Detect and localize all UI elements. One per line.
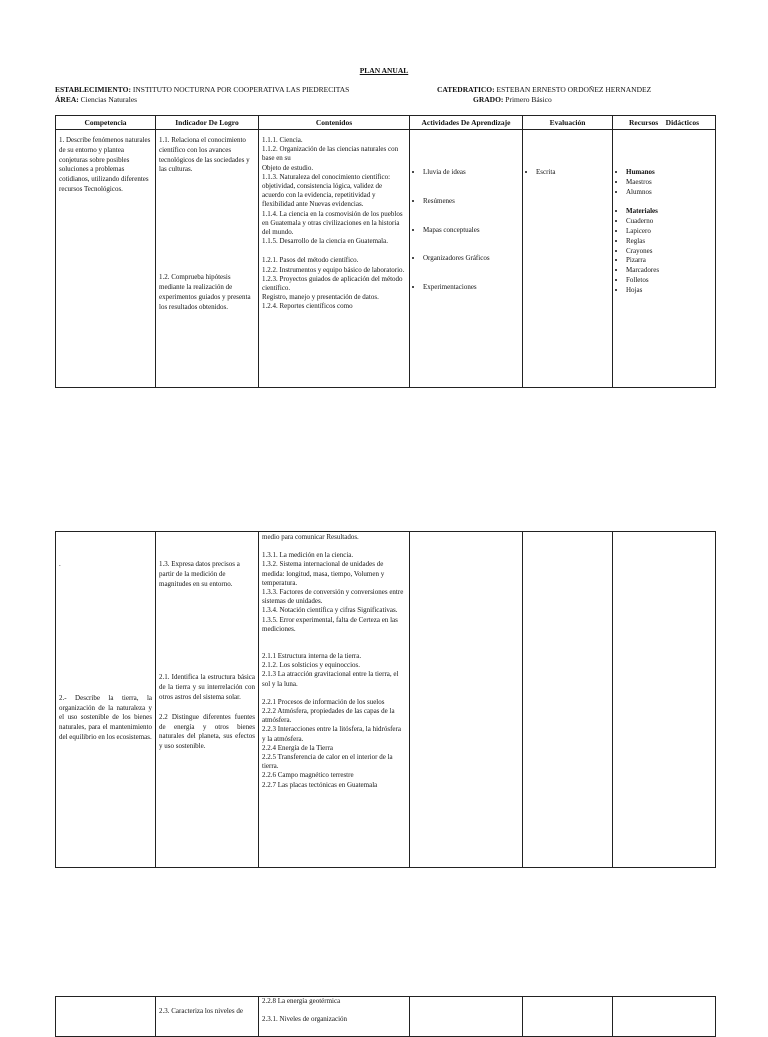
grado-value: Primero Básico: [505, 95, 552, 104]
plan-table-3: [55, 996, 716, 1037]
competencia-cell: [56, 997, 156, 1037]
contenido-item: 2.1.3 La atracción gravitacional entre la tierra, el sol y la luna.: [262, 670, 399, 688]
contenido-item: 2.1.1 Estructura interna de la tierra.: [262, 652, 362, 661]
contenido-item: 1.1.2. Organización de las ciencias naturales con base en su: [262, 145, 399, 163]
recursos-cell: [613, 532, 716, 868]
contenido-item: 1.2.4. Reportes científicos como: [262, 302, 353, 311]
evaluacion-cell: [523, 130, 613, 388]
competencia-text: 2.- Describe la tierra, la organización de la naturaleza y el uso sostenible de los bienes naturales, para el mantenimiento del equilibrio en los ecosistemas.: [59, 693, 152, 741]
contenido-item: 2.2.7 Las placas tectónicas en Guatemala: [262, 780, 378, 789]
list-item: • Escrita: [536, 168, 609, 178]
contenido-item: 2.2.3 Interacciones entre la litósfera, la hidrósfera y la atmósfera.: [262, 725, 401, 743]
contenido-item: 1.1.4. La ciencia en la cosmovisión de los pueblos en Guatemala y otras civilizaciones en la historia del mundo.: [262, 209, 403, 237]
recursos-materiales-list: [616, 207, 712, 295]
competencia-cell: [56, 532, 156, 868]
area-value: Ciencias Naturales: [80, 95, 138, 104]
competencia-cell: [56, 130, 156, 388]
indicador-text: 1.3. Expresa datos precisos a partir de la medición de magnitudes en su entorno.: [159, 560, 240, 588]
recursos-cell: [613, 997, 716, 1037]
contenido-item: 2.3.1. Niveles de organización: [262, 1015, 348, 1024]
contenidos-cell: [259, 532, 410, 868]
indicador-text: 1.2. Comprueba hipótesis mediante la realización de experimentos guiados y presenta los resultados obtenidos.: [159, 273, 251, 311]
contenido-item: 1.3.4. Notación científica y cifras Significativas.: [262, 606, 398, 615]
contenido-item: 2.2.4 Energía de la Tierra: [262, 743, 334, 752]
area-label: ÁREA:: [55, 95, 79, 104]
contenido-item: 2.1.2. Los solsticios y equinoccios.: [262, 661, 360, 670]
col-actividades: Actividades De Aprendizaje: [410, 116, 523, 130]
list-item: • Crayones: [626, 247, 712, 257]
contenidos-cell: [259, 130, 410, 388]
contenido-item: 1.2.2. Instrumentos y equipo básico de laboratorio.: [262, 265, 405, 274]
contenido-item: 1.3.5. Error experimental, falta de Certeza en las mediciones.: [262, 615, 398, 633]
contenido-item: 2.2.5 Transferencia de calor en el interior de la tierra.: [262, 753, 393, 771]
indicador-cell: [156, 130, 259, 388]
contenido-item: medio para comunicar Resultados.: [262, 533, 359, 541]
contenido-item: 1.3.2. Sistema internacional de unidades de medida: longitud, masa, tiempo, Volumen y temperatura.: [262, 560, 385, 587]
actividades-cell: [410, 130, 523, 388]
contenido-item: 1.1.1. Ciencia.: [262, 136, 303, 144]
list-item: • Maestros: [626, 178, 712, 188]
contenido-item: Objeto de estudio.: [262, 163, 314, 172]
actividades-cell: [410, 997, 523, 1037]
indicador-text: 2.1. Identifica la estructura básica de la tierra y su interrelación con otros astros del sistema solar.: [159, 673, 255, 701]
col-indicador: Indicador De Logro: [156, 116, 259, 130]
table-row: [56, 130, 716, 388]
col-contenidos: Contenidos: [259, 116, 410, 130]
contenido-item: 1.2.1. Pasos del método científico.: [262, 256, 359, 265]
evaluacion-cell: [523, 532, 613, 868]
recursos-list: [616, 168, 712, 197]
list-item: • Experimentaciones: [423, 283, 519, 293]
list-item: • Resúmenes: [423, 197, 519, 207]
recursos-humanos-label: • Humanos: [626, 168, 712, 178]
contenido-item: 2.2.2 Atmósfera, propiedades de las capas de la atmósfera.: [262, 707, 395, 725]
contenido-item: 2.2.1 Procesos de información de los suelos: [262, 697, 385, 706]
list-item: • Mapas conceptuales: [423, 226, 519, 236]
contenido-item: Registro, manejo y presentación de datos.: [262, 293, 379, 302]
contenido-item: 1.1.3. Naturaleza del conocimiento científico: objetividad, consistencia lógica, validez de acuerdo con la evidencia, repetitividad y flexibilidad ante Nuevas evidencias.: [262, 172, 391, 209]
actividades-cell: [410, 532, 523, 868]
list-item: • Folletos: [626, 276, 712, 286]
actividades-list: [413, 168, 519, 293]
establecimiento-value: INSTITUTO NOCTURNA POR COOPERATIVA LAS PIEDRECITAS: [132, 85, 350, 94]
contenido-item: 2.2.8 La energía geotérmica: [262, 997, 341, 1005]
list-item: • Marcadores: [626, 266, 712, 276]
indicador-text: 1.1. Relaciona el conocimiento científico con los avances tecnológicos de las sociedades y las culturas.: [159, 136, 250, 174]
evaluacion-list: [526, 168, 609, 178]
indicador-cell: [156, 532, 259, 868]
evaluacion-cell: [523, 997, 613, 1037]
table-row: [56, 532, 716, 868]
page-title: PLAN ANUAL: [359, 66, 409, 75]
contenido-item: 1.2.3. Proyectos guiados de aplicación del método científico.: [262, 274, 403, 293]
list-item: • Alumnos: [626, 188, 712, 198]
establecimiento-label: ESTABLECIMIENTO:: [55, 85, 131, 94]
list-item: • Cuaderno: [626, 217, 712, 227]
grado-label: GRADO:: [473, 95, 504, 104]
plan-table-2: [55, 531, 716, 868]
competencia-text: 1. Describe fenómenos naturales de su entorno y plantea conjeturas sobre posibles soluciones a problemas cotidianos, utilizando diferentes recursos Tecnológicos.: [59, 136, 151, 193]
header-right: [437, 85, 651, 105]
col-competencia: Competencia: [56, 116, 156, 130]
recursos-materiales-label: • Materiales: [626, 207, 712, 217]
recursos-cell: [613, 130, 716, 388]
contenido-item: 2.2.6 Campo magnético terrestre: [262, 771, 354, 780]
col-recursos: Recursos Didácticos: [613, 116, 716, 130]
table-row: [56, 997, 716, 1037]
list-item: • Pizarra: [626, 256, 712, 266]
list-item: • Lluvia de ideas: [423, 168, 519, 178]
indicador-cell: [156, 997, 259, 1037]
list-item: • Reglas: [626, 237, 712, 247]
table-header-row: [56, 116, 716, 130]
contenido-item: 1.3.1. La medición en la ciencia.: [262, 551, 354, 560]
header-left: [55, 85, 349, 105]
competencia-dot: .: [59, 560, 61, 568]
catedratico-label: CATEDRATICO:: [437, 85, 495, 94]
contenido-item: 1.3.3. Factores de conversión y conversiones entre sistemas de unidades.: [262, 588, 404, 606]
catedratico-value: ESTEBAN ERNESTO ORDOÑEZ HERNANDEZ: [496, 85, 652, 94]
plan-table-1: [55, 115, 716, 388]
indicador-text: 2.2 Distingue diferentes fuentes de energía y otros bienes naturales del planeta, sus efectos y uso sostenible.: [159, 712, 255, 751]
contenido-item: 1.1.5. Desarrollo de la ciencia en Guatemala.: [262, 237, 388, 246]
list-item: • Organizadores Gráficos: [423, 254, 519, 264]
list-item: • Lapicero: [626, 227, 712, 237]
list-item: • Hojas: [626, 286, 712, 296]
col-evaluacion: Evaluación: [523, 116, 613, 130]
contenidos-cell: [259, 997, 410, 1037]
indicador-text: 2.3. Caracteriza los niveles de: [159, 1007, 243, 1015]
